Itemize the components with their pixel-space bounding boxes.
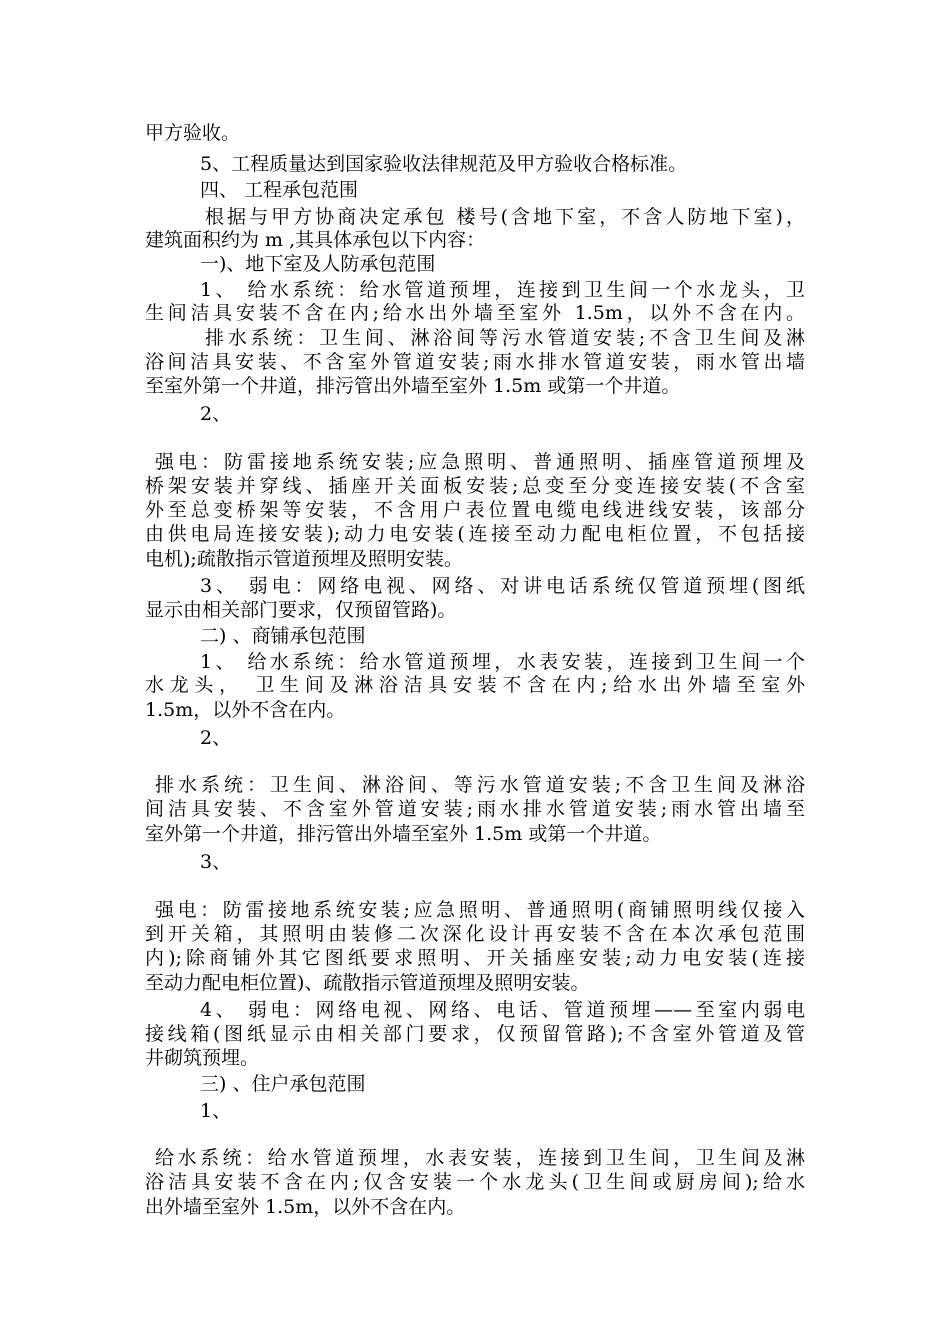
- text-line: 给水系统：给水管道预埋，水表安装，连接到卫生间，卫生间及淋: [155, 1147, 805, 1169]
- item-number: 1、: [200, 1100, 232, 1122]
- item-number: 3、: [200, 851, 232, 873]
- text-line: 室外第一个井道，排污管出外墙至室外 1.5m 或第一个井道。: [145, 823, 662, 845]
- text-line: 间洁具安装、不含室外管道安装;雨水排水管道安装;雨水管出墙至: [145, 798, 805, 820]
- text-line: 至室外第一个井道，排污管出外墙至室外 1.5m 或第一个井道。: [145, 375, 681, 397]
- text-line: 1.5m，以外不含在内。: [145, 699, 346, 721]
- text-line: 到开关箱，其照明由装修二次深化设计再安装不含在本次承包范围: [145, 923, 805, 945]
- text-line: 排水系统：卫生间、淋浴间、等污水管道安装;不含卫生间及淋浴: [155, 774, 805, 796]
- text-line: 5、工程质量达到国家验收法律规范及甲方验收合格标准。: [200, 153, 688, 175]
- item-number: 2、: [200, 727, 232, 749]
- text-line: 浴洁具安装不含在内;仅含安装一个水龙头(卫生间或厨房间);给水: [145, 1171, 805, 1193]
- text-line: 4、 弱电：网络电视、网络、电话、管道预埋——至室内弱电: [200, 999, 805, 1021]
- subsection-heading: 二) 、商铺承包范围: [200, 625, 366, 647]
- text-line: 显示由相关部门要求，仅预留管路)。: [145, 599, 457, 621]
- text-line: 由供电局连接安装);动力电安装(连接至动力配电柜位置，不包括接: [145, 523, 805, 545]
- text-line: 强电：防雷接地系统安装;应急照明、普通照明(商铺照明线仅接入: [155, 899, 805, 921]
- text-line: 建筑面积约为 m ,其具体承包以下内容：: [145, 229, 486, 251]
- subsection-heading: 一)、地下室及人防承包范围: [200, 253, 436, 275]
- text-line: 根据与甲方协商决定承包 楼号(含地下室，不含人防地下室)，: [205, 206, 805, 228]
- text-line: 至动力配电柜位置)、疏散指示管道预埋及照明安装。: [145, 972, 590, 994]
- text-line: 甲方验收。: [145, 122, 241, 144]
- text-line: 强电：防雷接地系统安装;应急照明、普通照明、插座管道预埋及: [155, 451, 805, 473]
- text-line: 3、 弱电：网络电视、网络、对讲电话系统仅管道预埋(图纸: [200, 575, 805, 597]
- text-line: 出外墙至室外 1.5m，以外不含在内。: [145, 1196, 466, 1218]
- text-line: 内);除商铺外其它图纸要求照明、开关插座安装;动力电安装(连接: [145, 947, 805, 969]
- text-line: 接线箱(图纸显示由相关部门要求，仅预留管路);不含室外管道及管: [145, 1023, 805, 1045]
- text-line: 外至总变桥架等安装，不含用户表位置电缆电线进线安装，该部分: [145, 499, 805, 521]
- text-line: 浴间洁具安装、不含室外管道安装;雨水排水管道安装，雨水管出墙: [145, 351, 805, 373]
- text-line: 1、 给水系统：给水管道预埋，水表安装，连接到卫生间一个: [200, 651, 805, 673]
- text-line: 水龙头， 卫生间及淋浴洁具安装不含在内;给水出外墙至室外: [145, 674, 805, 696]
- text-line: 井砌筑预埋。: [145, 1047, 260, 1069]
- text-line: 电机);疏散指示管道预埋及照明安装。: [145, 548, 463, 570]
- text-line: 桥架安装并穿线、插座开关面板安装;总变至分变连接安装(不含室: [145, 475, 805, 497]
- text-line: 排水系统：卫生间、淋浴间等污水管道安装;不含卫生间及淋: [205, 327, 805, 349]
- text-line: 1、 给水系统：给水管道预埋，连接到卫生间一个水龙头，卫: [200, 279, 805, 301]
- section-heading: 四、 工程承包范围: [200, 179, 359, 201]
- text-line: 生间洁具安装不含在内;给水出外墙至室外 1.5m，以外不含在内。: [145, 302, 805, 324]
- item-number: 2、: [200, 403, 232, 425]
- subsection-heading: 三) 、住户承包范围: [200, 1073, 366, 1095]
